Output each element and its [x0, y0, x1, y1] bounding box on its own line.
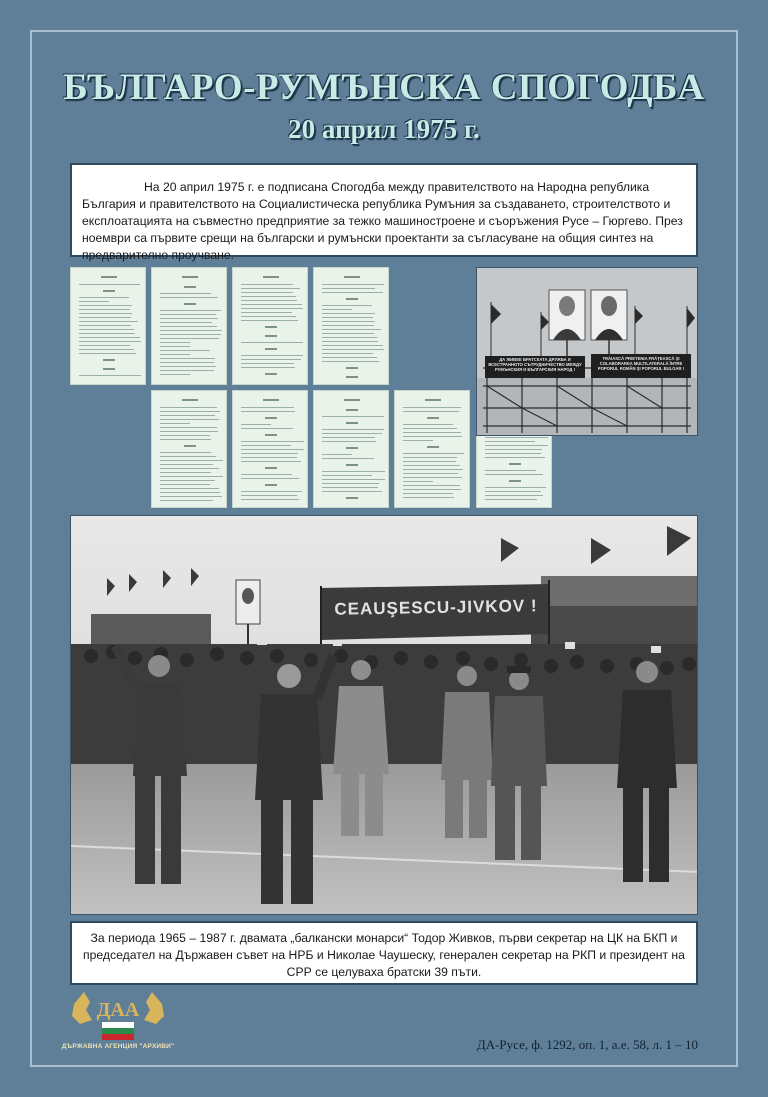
- intro-text: На 20 април 1975 г. е подписана Спогодба между правителството на Народна република България и правителството на Социалистическа република Румъния за създаването, строителството и експлоатацията на съвместно предприятие за тежко машиностроене и съоръжения Русе – Гюргево. През ноември са първите срещи на български и румънски проектанти за съгласуване на общия синтез на предварително проучване.: [82, 180, 683, 262]
- parade-banner-text: CEAUŞESCU-JIVKOV !: [334, 596, 538, 619]
- banner-text-bulgarian: ДА ЖИВЕЕ БРАТСКАТА ДРУЖБА И ВСЕСТРАННОТО СЪТРУДНИЧЕСТВО МЕЖДУ РУМЪНСКИЯ И БЪЛГАРСКИЯ НАРОД !: [488, 357, 582, 372]
- archive-source-reference: ДА-Русе, ф. 1292, оп. 1, а.е. 58, л. 1 – 10: [476, 1037, 698, 1052]
- caption-text: За периода 1965 – 1987 г. двамата „балкански монарси“ Тодор Живков, първи секретар на ЦК на БКП и председател на Държавен съвет на НРБ и Николае Чаушеску, генерален секретар на РКП и президент на СРР се целуваха братски 39 пъти.: [83, 931, 685, 979]
- logo-mark: ДАА: [96, 999, 140, 1021]
- banner-text-romanian: TRĂIASCĂ PRIETENIA FRĂŢEASCĂ ŞI COLABORAREA MULTILATERALĂ ÎNTRE POPORUL ROMÂN ŞI POPORUL BULGAR !: [597, 356, 685, 371]
- document-page-thumbnail: [232, 390, 308, 508]
- state-archives-agency-logo: [68, 990, 168, 1070]
- document-page-thumbnail: [151, 390, 227, 508]
- caption-textbox: [70, 921, 698, 985]
- portraits-banner-illustration: [477, 268, 698, 436]
- parade-illustration: [71, 516, 698, 915]
- document-page-thumbnail: [313, 267, 389, 385]
- page-title: БЪЛГАРО-РУМЪНСКА СПОГОДБА: [63, 67, 705, 108]
- document-page-thumbnail: [151, 267, 227, 385]
- document-page-thumbnail: [232, 267, 308, 385]
- document-page-thumbnail: [70, 267, 146, 385]
- page-subtitle: 20 април 1975 г.: [288, 114, 480, 144]
- logo-label: ДЪРЖАВНА АГЕНЦИЯ "АРХИВИ": [61, 1043, 175, 1050]
- intro-textbox: [70, 163, 698, 262]
- document-page-thumbnail: [313, 390, 389, 508]
- portraits-banner-photo: [476, 267, 698, 436]
- parade-photo: [70, 515, 698, 915]
- document-page-thumbnail: [394, 390, 470, 508]
